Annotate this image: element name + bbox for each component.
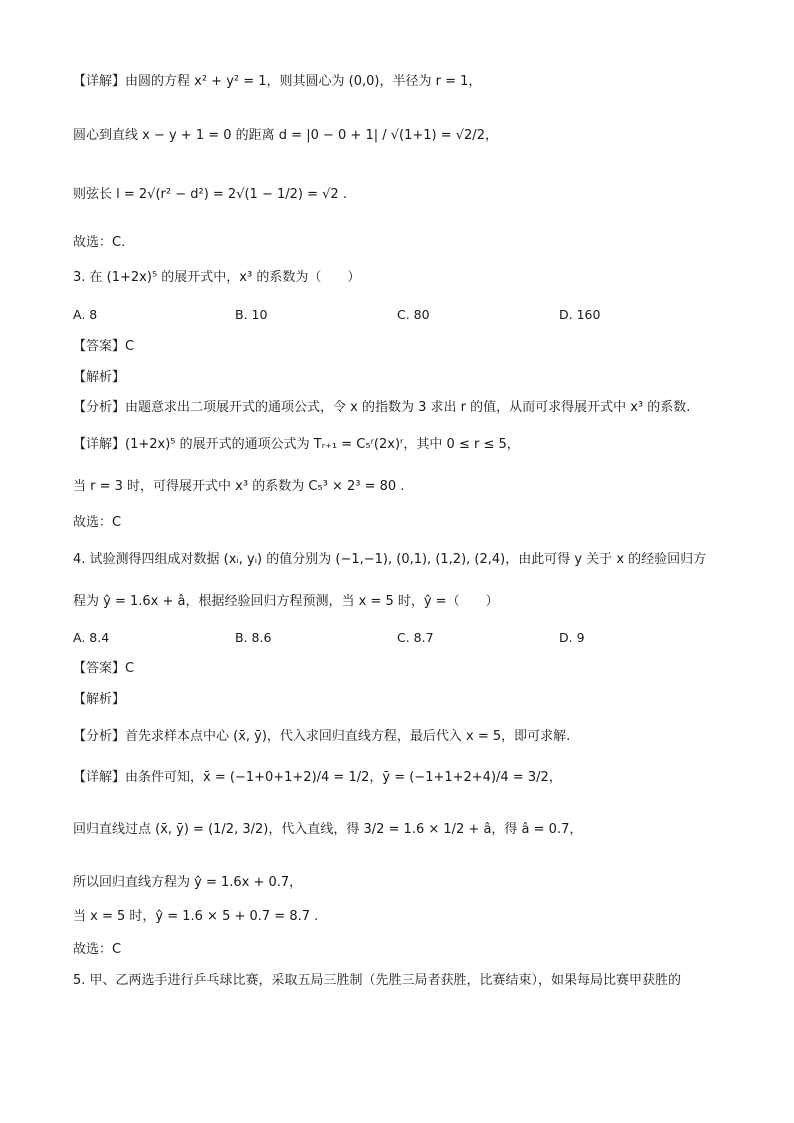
line-analysis-3: 【分析】由题意求出二项展开式的通项公式，令 x 的指数为 3 求出 r 的值，从而可求得展开式中 x³ 的系数. [73,400,691,415]
line-detail-3: 【详解】(1+2x)⁵ 的展开式的通项公式为 Tᵣ₊₁ = C₅ʳ(2x)ʳ，其中 0 ≤ r ≤ 5， [73,437,520,452]
line-detail-4d: 当 x = 5 时，ŷ = 1.6 × 5 + 0.7 = 8.7 . [73,909,319,924]
q4-option-b: B. 8.6 [235,630,272,645]
analysis-4: 【解析】 [73,692,126,707]
question-5: 5. 甲、乙两选手进行乒乓球比赛，采取五局三胜制（先胜三局者获胜，比赛结束），如果每局比赛甲获胜的 [73,973,682,988]
q4-option-c: C. 8.7 [397,630,434,645]
q3-option-c: C. 80 [397,307,430,322]
line-3: 则弦长 l = 2√(r² − d²) = 2√(1 − 1/2) = √2 . [73,187,347,202]
line-choice-4: 故选：C [73,942,122,957]
line-detail-4: 【详解】由条件可知，x̄ = (−1+0+1+2)/4 = 1/2，ȳ = (−1+1+2+4)/4 = 3/2， [73,770,562,785]
line-detail-4c: 所以回归直线方程为 ŷ = 1.6x + 0.7， [73,875,303,890]
q3-option-d: D. 160 [559,307,601,322]
question-4b: 程为 ŷ = 1.6x + â，根据经验回归方程预测，当 x = 5 时，ŷ =（ ） [73,594,499,609]
line-analysis-4: 【分析】首先求样本点中心 (x̄, ȳ)，代入求回归直线方程，最后代入 x = 5，即可求解. [73,729,571,744]
q4-option-d: D. 9 [559,630,585,645]
line-detail-3b: 当 r = 3 时，可得展开式中 x³ 的系数为 C₅³ × 2³ = 80 . [73,479,405,494]
q3-option-a: A. 8 [73,307,98,322]
line-choice-3: 故选：C [73,515,122,530]
question-4: 4. 试验测得四组成对数据 (xᵢ, yᵢ) 的值分别为 (−1,−1), (0,1), (1,2), (2,4)，由此可得 y 关于 x 的经验回归方 [73,552,707,567]
line-detail-4b: 回归直线过点 (x̄, ȳ) = (1/2, 3/2)，代入直线，得 3/2 = 1.6 × 1/2 + â，得 â = 0.7， [73,822,583,837]
line-1: 【详解】由圆的方程 x² + y² = 1，则其圆心为 (0,0)，半径为 r = 1， [73,74,482,89]
question-3: 3. 在 (1+2x)⁵ 的展开式中，x³ 的系数为（ ） [73,270,361,285]
answer-3: 【答案】C [73,339,135,354]
answer-4: 【答案】C [73,661,135,676]
analysis-3: 【解析】 [73,370,126,385]
q3-option-b: B. 10 [235,307,268,322]
line-2: 圆心到直线 x − y + 1 = 0 的距离 d = |0 − 0 + 1| / √(1+1) = √2/2， [73,128,498,143]
q4-option-a: A. 8.4 [73,630,110,645]
line-4: 故选：C. [73,235,126,250]
